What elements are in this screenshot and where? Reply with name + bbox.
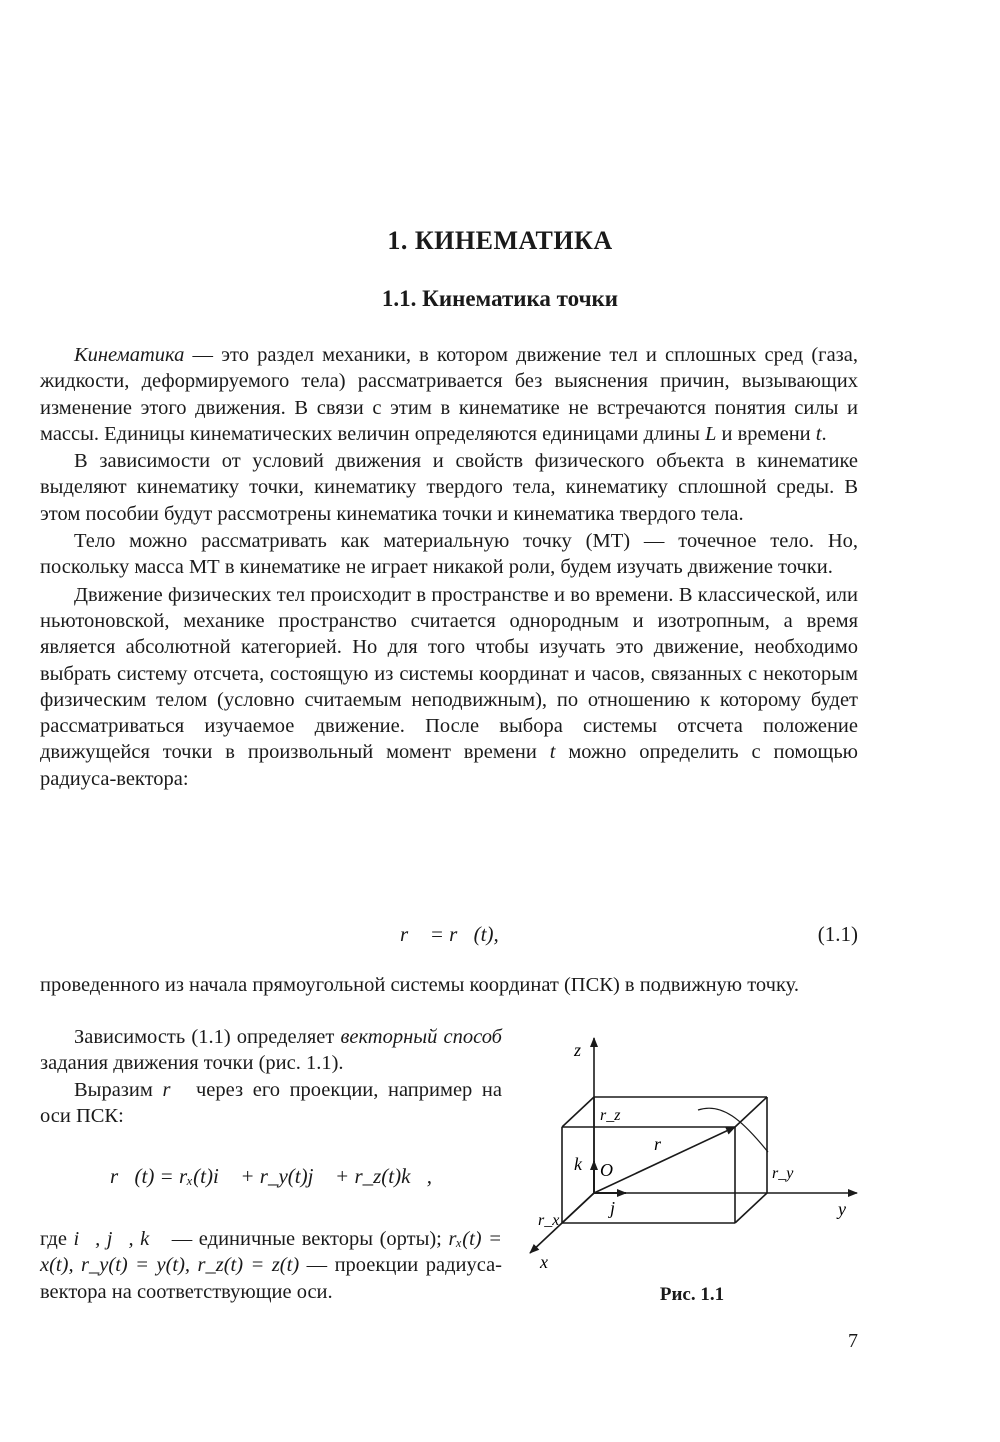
section-title: 1.1. Кинематика точки	[381, 286, 619, 311]
figure-1-1	[522, 1028, 862, 1293]
body-text	[40, 342, 858, 792]
box-edge	[735, 1193, 767, 1223]
paragraph-6: Зависимость (1.1) определяет векторный способ задания движения точки (рис. 1.1).	[40, 1026, 502, 1075]
left-column-text	[40, 1024, 502, 1129]
box-edge	[562, 1097, 594, 1127]
paragraph-1: Кинематика — это раздел механики, в котором движение тел и сплошных сред (газа, жидкости, деформируемого тела) рассматривается без выяснения причин, вызывающих изменение этого движения. В связи с этим в кинематике не встречаются понятия силы и массы. Единицы кинематических величин определяются единицами длины L и времени t.	[40, 344, 858, 445]
equation-number: (1.1)	[817, 922, 858, 946]
paragraph-8: где i⃗, j⃗, k⃗ — единичные векторы (орты); rₓ(t) = x(t), r_y(t) = y(t), r_z(t) = z(t) — проекции радиуса-вектора на соответствующие оси.	[40, 1228, 502, 1303]
equation-formula: r⃗ = r⃗(t),	[400, 922, 499, 946]
paragraph-4: Движение физических тел происходит в пространстве и во времени. В классической, или ньютоновской, механике пространство считается однородным и изотропным, а время является абсолютной категорией. Но для того чтобы изучать это движение, необходимо выбрать систему отсчета, состоящую из системы координат и часов, связанных с некоторым физическим телом (условно считаемым неподвижным), по отношению к которому будет рассматриваться изучаемое движение. После выбора системы отсчета положение движущейся точки в произвольный момент времени t можно определить с помощью радиуса-вектора:	[40, 583, 858, 790]
paragraph-2: В зависимости от условий движения и свойств физического объекта в кинематике выделяют кинематику точки, кинематику твердого тела, кинематику сплошной среды. В этом пособии будут рассмотрены кинематика точки и кинематика твердого тела.	[40, 450, 858, 525]
label-j: j⃗	[610, 1198, 630, 1218]
term-vector-method: векторный способ	[340, 1026, 502, 1048]
paragraph-7: Выразим r⃗ через его проекции, например на оси ПСК:	[40, 1078, 502, 1127]
page-number: 7	[848, 1330, 858, 1352]
label-z: z	[574, 1040, 582, 1060]
label-y: y	[838, 1199, 846, 1219]
trajectory-curve	[698, 1108, 768, 1152]
label-rx: r_x	[538, 1212, 560, 1229]
paragraph-3: Тело можно рассматривать как материальную точку (МТ) — точечное тело. Но, поскольку масса МТ в кинематике не играет никакой роли, будем изучать движение точки.	[40, 530, 858, 579]
label-x: x	[540, 1252, 548, 1272]
paragraph-5: проведенного из начала прямоугольной системы координат (ПСК) в подвижную точку.	[40, 974, 799, 996]
label-ry: r_y	[772, 1165, 794, 1182]
label-k: k	[574, 1154, 582, 1174]
figure-caption: Рис. 1.1	[659, 1284, 725, 1305]
chapter-title: 1. КИНЕМАТИКА	[387, 226, 613, 255]
equation-projections: r⃗(t) = rₓ(t)i⃗ + r_y(t)j⃗ + r_z(t)k⃗,	[109, 1164, 433, 1188]
label-origin: O	[600, 1160, 613, 1180]
term-kinematics: Кинематика	[74, 344, 185, 366]
label-r: r⃗	[654, 1134, 676, 1154]
label-rz: r_z	[600, 1107, 621, 1124]
equation-1-1	[40, 922, 858, 952]
